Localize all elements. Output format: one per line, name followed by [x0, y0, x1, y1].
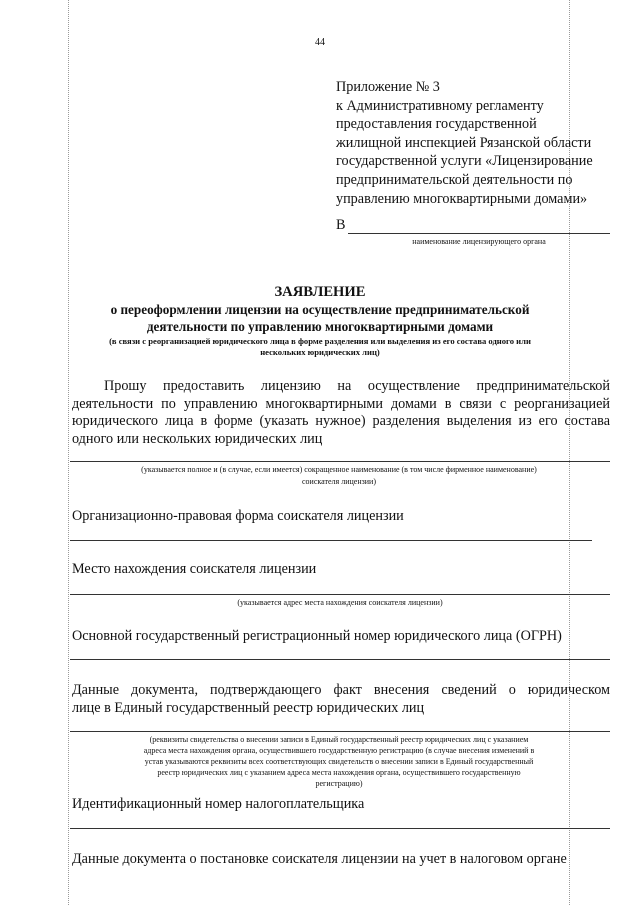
inn-line — [70, 828, 610, 829]
appendix-line: управлению многоквартирными домами» — [336, 190, 588, 207]
egrul-caption: регистрацию) — [315, 779, 363, 788]
appendix-line: жилищной инспекцией Рязанской области — [336, 134, 592, 151]
document-subtitle-note: (в связи с реорганизацией юридического лица в форме разделения или выделения из его состава одного или — [109, 336, 531, 346]
appendix-line: к Административному регламенту — [336, 97, 544, 114]
ogrn-label: Основной государственный регистрационный номер юридического лица (ОГРН) — [72, 628, 562, 644]
egrul-caption: адреса места нахождения органа, осуществившего государственную регистрацию (в случае внесения изменений в — [143, 746, 535, 755]
location-label: Место нахождения соискателя лицензии — [72, 561, 317, 577]
egrul-doc-line — [70, 731, 610, 732]
document-subtitle: о переоформлении лицензии на осуществление предпринимательской — [110, 302, 530, 317]
document-title: ЗАЯВЛЕНИЕ — [274, 284, 366, 300]
ogrn-line — [70, 659, 610, 660]
document-subtitle-note: нескольких юридических лиц) — [260, 347, 380, 357]
request-line: Прошу предоставить лицензию на осуществление предпринимательской — [104, 378, 610, 394]
applicant-name-line — [70, 461, 610, 462]
egrul-doc-label: Данные документа, подтверждающего факт внесения сведений о юридическом — [72, 682, 610, 698]
addressee-line — [348, 233, 610, 234]
request-line: деятельности по управлению многоквартирными домами в связи с реорганизацией — [72, 396, 610, 412]
document-subtitle: деятельности по управлению многоквартирными домами — [146, 319, 494, 334]
appendix-line: государственной услуги «Лицензирование — [336, 153, 593, 170]
appendix-block — [336, 78, 593, 208]
location-line — [70, 594, 610, 595]
tax-registration-label: Данные документа о постановке соискателя лицензии на учет в налоговом органе — [72, 851, 567, 867]
appendix-line: предоставления государственной — [336, 116, 537, 133]
location-caption: (указывается адрес места нахождения соискателя лицензии) — [237, 598, 443, 607]
appendix-line: Приложение № 3 — [336, 79, 440, 95]
request-line: юридического лица в форме (указать нужное) разделения выделения из его состава — [72, 413, 610, 429]
appendix-line: предпринимательской деятельности по — [336, 171, 573, 188]
legal-form-label: Организационно-правовая форма соискателя лицензии — [72, 508, 404, 524]
addressee-caption: наименование лицензирующего органа — [412, 237, 546, 246]
request-line: одного или нескольких юридических лиц — [72, 431, 323, 447]
applicant-name-caption: (указывается полное и (в случае, если имеется) сокращенное наименование (в том числе фирменное наименование) — [141, 465, 537, 474]
egrul-caption: реестр юридических лиц с указанием адреса места нахождения органа, осуществившего государственную — [157, 768, 521, 777]
page-number: 44 — [315, 37, 325, 48]
egrul-caption: устав указываются реквизиты всех соответствующих свидетельств о внесении записи в Единый государственный — [144, 757, 534, 766]
applicant-name-caption: соискателя лицензии) — [302, 477, 376, 486]
addressee-prefix: В — [336, 217, 346, 233]
egrul-caption: (реквизиты свидетельства о внесении записи в Единый государственный реестр юридических лиц с указанием — [149, 735, 529, 744]
legal-form-line — [70, 540, 592, 541]
egrul-doc-label: лице в Единый государственный реестр юридических лиц — [72, 700, 425, 716]
inn-label: Идентификационный номер налогоплательщика — [72, 796, 365, 812]
